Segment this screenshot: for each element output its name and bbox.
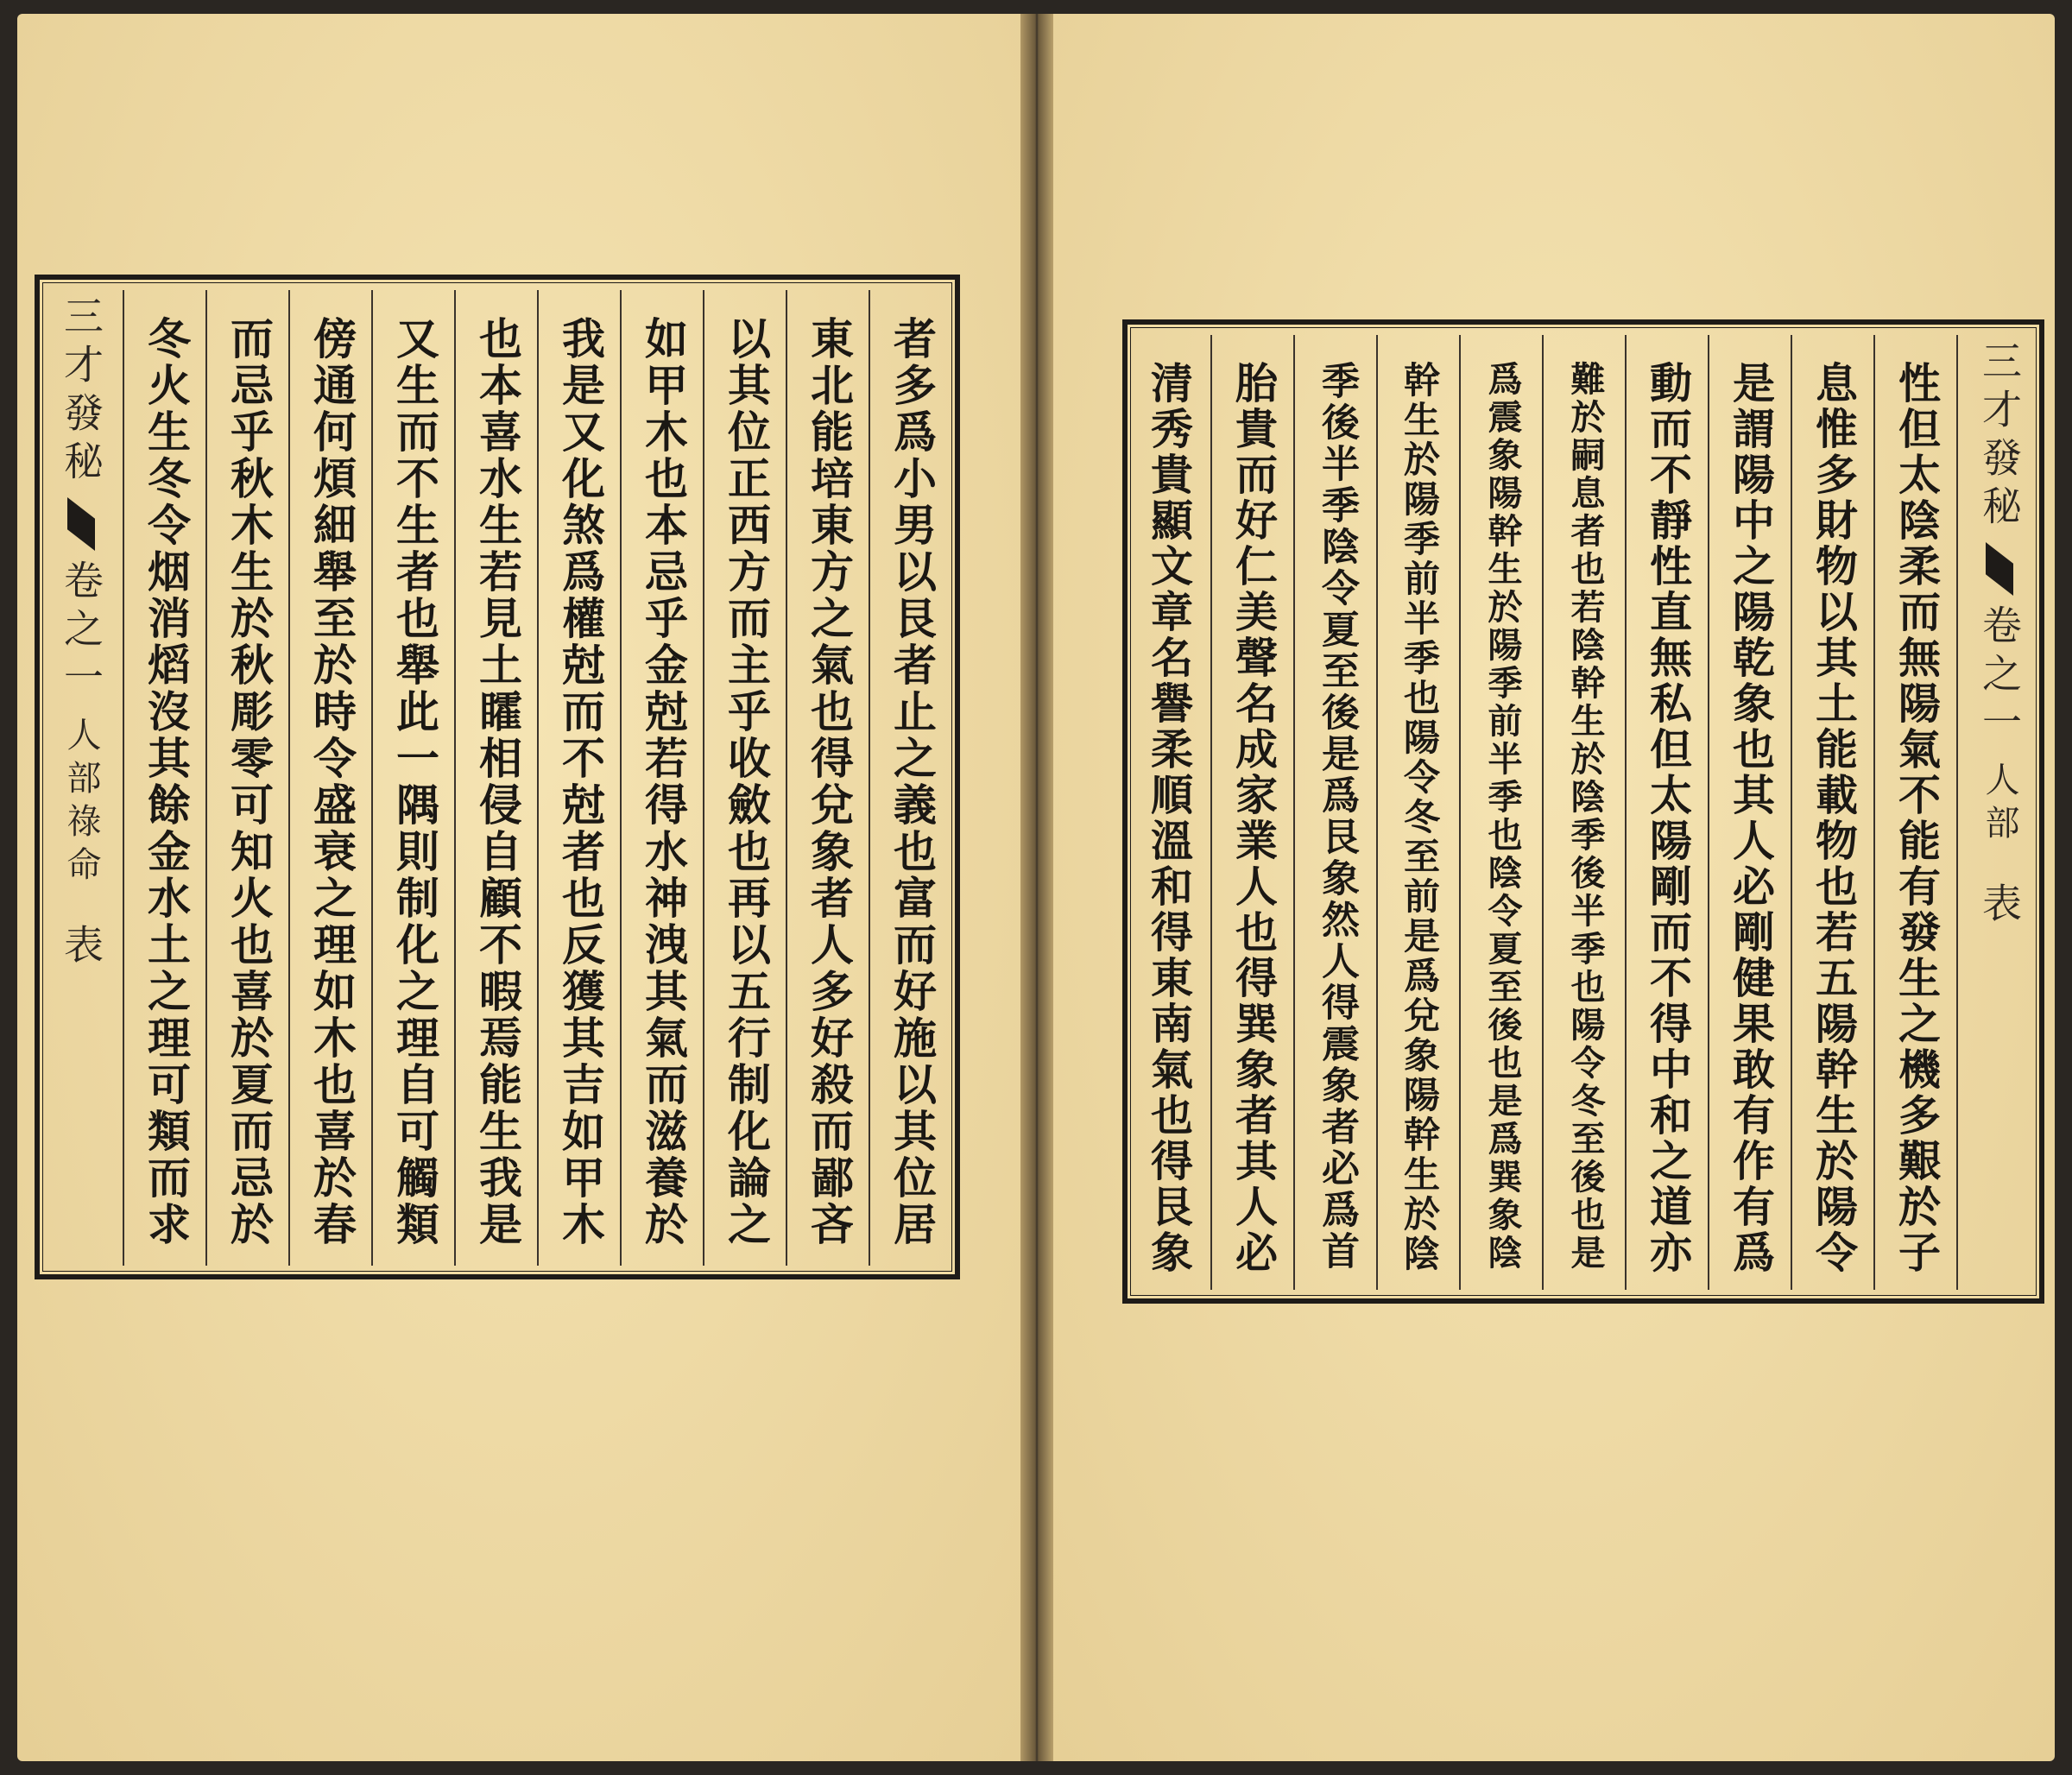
column-text: 性但太陰柔而無陽氣不能有發生之機多艱於子: [1892, 361, 1942, 1276]
left-margin-folio: 表: [58, 924, 104, 972]
column-text: 胎貴而好仁美聲名成家業人也得巽象者其人必: [1229, 361, 1279, 1276]
column-text: 又生而不生者也舉此一隅則制化之理自可觸類: [389, 316, 440, 1248]
left-column-8: [288, 290, 373, 1266]
column-text: 季後半季陰令夏至後是爲艮象然人得震象者必爲首: [1315, 361, 1359, 1273]
left-margin-title: 三才發秘: [58, 295, 104, 489]
fishtail-mark: [1986, 542, 2013, 596]
left-column-10: [123, 290, 207, 1266]
column-text: 幹生於陽季前半季也陽令冬至前是爲兌象陽幹生於陰: [1399, 361, 1441, 1274]
left-column-1: [869, 290, 953, 1266]
column-text: 東北能培東方之氣也得兌象者人多好殺而鄙吝: [804, 316, 855, 1248]
right-column-10: [1128, 335, 1210, 1290]
left-column-3: [703, 290, 787, 1266]
right-margin-folio: 表: [1976, 882, 2023, 931]
left-column-2: [786, 290, 870, 1266]
left-column-7: [371, 290, 456, 1266]
right-column-3: [1708, 335, 1792, 1290]
right-column-6: [1459, 335, 1544, 1290]
left-column-5: [537, 290, 622, 1266]
fishtail-mark: [67, 497, 95, 551]
right-column-8: [1293, 335, 1378, 1290]
left-text-frame: [35, 275, 960, 1279]
column-text: 而忌乎秋木生於秋彫零可知火也喜於夏而忌於: [224, 316, 275, 1248]
left-margin-strip: [40, 290, 123, 1266]
column-text: 傍通何煩細舉至於時令盛衰之理如木也喜於春: [306, 316, 357, 1248]
right-column-7: [1376, 335, 1461, 1290]
right-column-1: [1873, 335, 1958, 1290]
right-column-2: [1791, 335, 1875, 1290]
right-text-frame: [1122, 319, 2044, 1304]
right-column-9: [1210, 335, 1295, 1290]
left-column-9: [205, 290, 290, 1266]
column-text: 動而不靜性直無私但太陽剛而不得中和之道亦: [1643, 361, 1694, 1276]
column-text: 以其位正西方而主乎收斂也再以五行制化論之: [721, 316, 772, 1248]
column-text: 冬火生冬令烟消熖沒其餘金水土之理可類而求: [141, 316, 192, 1248]
column-text: 息惟多財物以其土能載物也若五陽幹生於陽令: [1809, 361, 1860, 1276]
right-margin-volume: 卷之一: [1976, 604, 2023, 749]
right-margin-strip: [1956, 335, 2041, 1290]
right-column-5: [1542, 335, 1627, 1290]
column-text: 清秀貴顯文章名譽柔順溫和得東南氣也得艮象: [1144, 361, 1195, 1276]
book-gutter: [1020, 14, 1053, 1761]
left-margin-volume: 卷之一: [58, 559, 104, 704]
column-text: 者多爲小男以艮者止之義也富而好施以其位居: [887, 316, 938, 1248]
left-column-4: [620, 290, 704, 1266]
column-text: 如甲木也本忌乎金尅若得水神洩其氣而滋養於: [638, 316, 689, 1248]
column-text: 難於嗣息者也若陰幹生於陰季後半季也陽令冬至後也是: [1565, 361, 1606, 1273]
column-text: 是謂陽中之陽乾象也其人必剛健果敢有作有爲: [1726, 361, 1777, 1276]
right-margin-section: 人部: [1980, 761, 2019, 848]
left-margin-section: 人部祿命: [61, 717, 101, 889]
column-text: 爲震象陽幹生於陽季前半季也陰令夏至後也是爲巽象陰: [1482, 361, 1523, 1273]
right-margin-title: 三才發秘: [1976, 340, 2023, 534]
right-column-4: [1625, 335, 1709, 1290]
column-text: 也本喜水生若見土矐相侵自顧不暇焉能生我是: [472, 316, 523, 1248]
column-text: 我是又化煞爲權尅而不尅者也反獲其吉如甲木: [555, 316, 606, 1248]
left-column-6: [454, 290, 539, 1266]
